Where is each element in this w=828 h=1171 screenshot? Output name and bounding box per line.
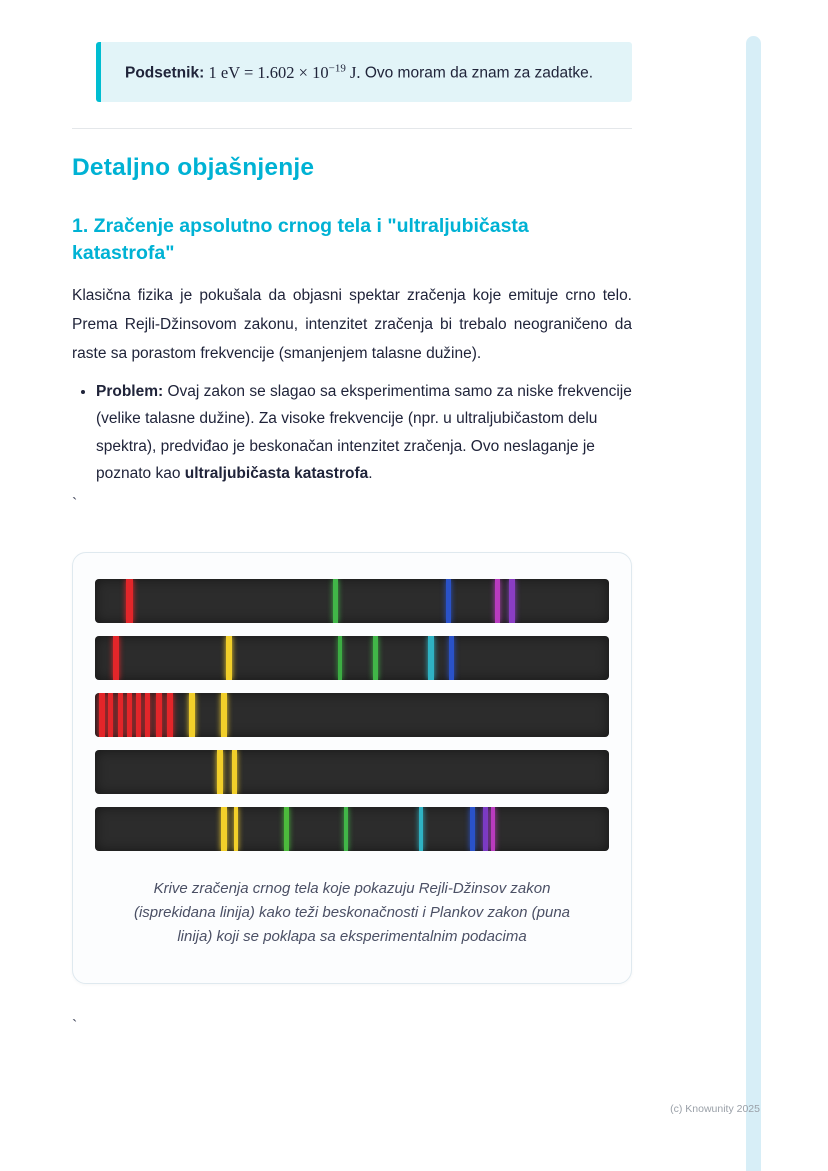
- spectral-line: [167, 693, 173, 737]
- spectral-line: [145, 693, 150, 737]
- bullet-tail: .: [368, 465, 373, 482]
- spectral-line: [483, 807, 488, 851]
- reminder-body: Ovo moram da znam za zadatke.: [364, 64, 594, 82]
- spectral-line: [428, 636, 434, 680]
- spectral-line: [495, 579, 500, 623]
- spectral-line: [99, 693, 105, 737]
- spectrum-band: [95, 579, 609, 623]
- spectrum-band: [95, 750, 609, 794]
- bullet-text: Ovaj zakon se slagao sa eksperimentima samo za niske frekvencije (velike talasne dužine). Za visoke frekvencije (npr. u ultraljubičastom delu spektra), predviđao je beskonačan intenzitet zračenja. Ovo neslaganje je poznato kao: [96, 382, 632, 482]
- subsection-title: 1. Zračenje apsolutno crnog tela i "ultraljubičasta katastrofa": [72, 214, 529, 264]
- intro-paragraph: Klasična fizika je pokušala da objasni spektar zračenja koje emituje crno telo. Prema Rejli-Džinsovom zakonu, intenzitet zračenja bi trebalo neograničeno da raste sa porastom frekvencije (smanjenjem talasne dužine).: [72, 286, 632, 362]
- spectral-line: [338, 636, 342, 680]
- bullet-list: [72, 378, 632, 488]
- spectral-line: [226, 636, 232, 680]
- formula-base: 1 eV = 1.602 × 10: [208, 62, 329, 82]
- reminder-callout: [96, 42, 632, 102]
- spectral-line: [156, 693, 162, 737]
- reminder-text: [125, 54, 610, 88]
- ev-formula: [209, 63, 361, 82]
- spectral-line: [344, 807, 348, 851]
- bullet-label: Problem:: [96, 382, 164, 400]
- figure-caption: Krive zračenja crnog tela koje pokazuju Rejli-Džinsov zakon (isprekidana linija) kako teži beskonačnosti i Plankov zakon (puna linija) koji se poklapa sa eksperimentalnim podacima: [133, 879, 571, 945]
- spectral-line: [373, 636, 378, 680]
- spectral-line: [108, 693, 113, 737]
- spectra-bands: [95, 579, 609, 851]
- spectral-line: [509, 579, 515, 623]
- spectral-line: [126, 579, 133, 623]
- spectral-line: [284, 807, 289, 851]
- spectral-line: [136, 693, 141, 737]
- spectrum-band: [95, 693, 609, 737]
- reminder-label: Podsetnik:: [125, 64, 205, 82]
- spectral-line: [491, 807, 495, 851]
- spectral-line: [419, 807, 423, 851]
- scrollbar[interactable]: [746, 36, 761, 1171]
- spectral-line: [189, 693, 195, 737]
- spectral-line: [333, 579, 338, 623]
- spectrum-band: [95, 807, 609, 851]
- spectrum-band: [95, 636, 609, 680]
- formula-exponent: −19: [328, 62, 346, 74]
- spectral-line: [234, 807, 238, 851]
- spectral-line: [217, 750, 223, 794]
- stray-backtick: `: [72, 495, 78, 513]
- bullet-item-problem: [96, 378, 632, 488]
- spectral-line: [221, 693, 227, 737]
- figure-card: [72, 552, 632, 984]
- spectral-line: [113, 636, 119, 680]
- copyright: (c) Knowunity 2025: [670, 1103, 760, 1115]
- note-content: [72, 0, 632, 1038]
- stray-backtick-2: `: [72, 1017, 78, 1035]
- bullet-bold-phrase: ultraljubičasta katastrofa: [184, 465, 369, 482]
- formula-unit: J.: [345, 62, 361, 82]
- section-divider: [72, 128, 632, 129]
- spectral-line: [446, 579, 451, 623]
- spectral-line: [221, 807, 227, 851]
- spectral-line: [118, 693, 123, 737]
- spectral-line: [470, 807, 475, 851]
- spectral-line: [127, 693, 132, 737]
- spectral-line: [449, 636, 454, 680]
- section-title: Detaljno objašnjenje: [72, 153, 315, 181]
- spectral-line: [232, 750, 237, 794]
